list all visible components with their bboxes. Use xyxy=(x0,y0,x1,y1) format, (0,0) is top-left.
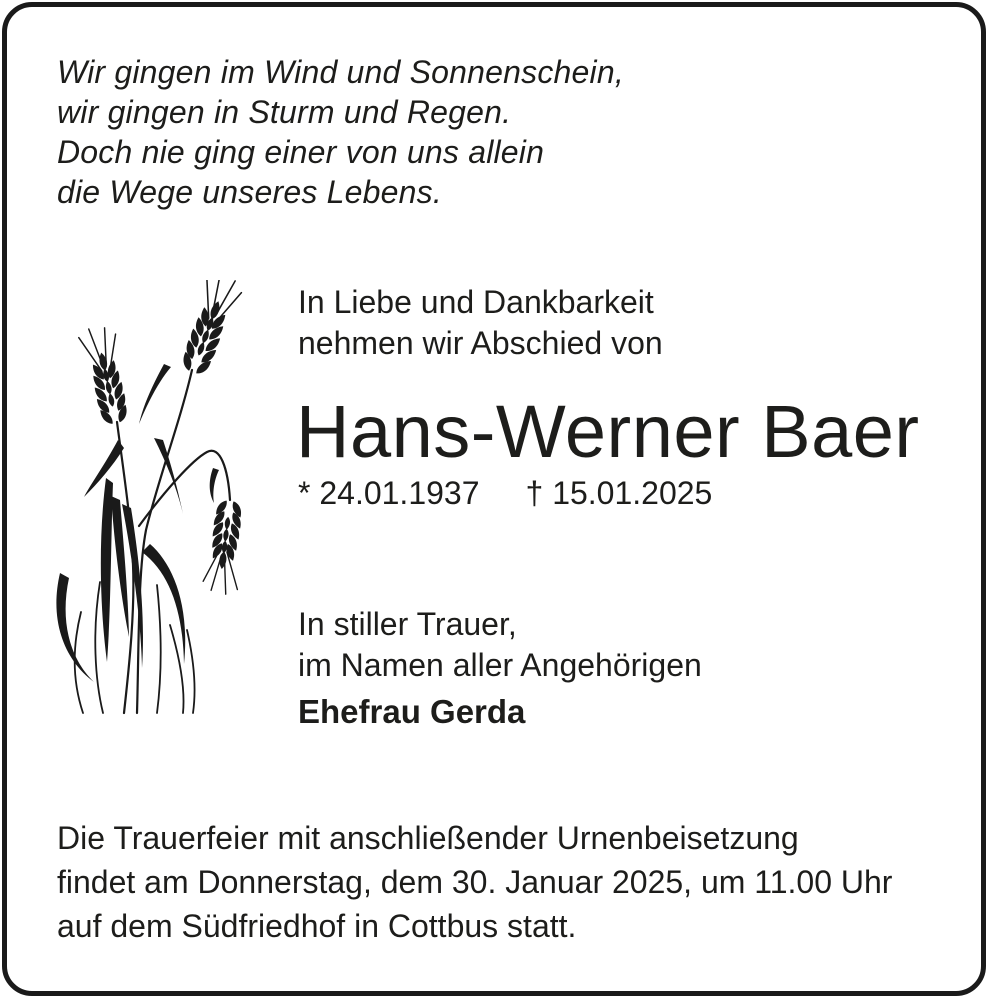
farewell-intro xyxy=(298,282,663,364)
poem-line: wir gingen in Sturm und Regen. xyxy=(57,94,512,130)
mourning-block xyxy=(298,604,702,732)
life-dates xyxy=(298,473,712,514)
wheat-ear-left xyxy=(77,324,134,429)
intro-line: In Liebe und Dankbarkeit xyxy=(298,284,654,320)
death-date: † 15.01.2025 xyxy=(525,475,713,511)
funeral-line: auf dem Südfriedhof in Cottbus statt. xyxy=(57,908,577,944)
wheat-stems xyxy=(75,370,230,713)
wheat-ear-top xyxy=(173,280,245,380)
mourning-family: Ehefrau Gerda xyxy=(298,693,526,730)
deceased-name: Hans-Werner Baer xyxy=(296,390,920,473)
poem-line: die Wege unseres Lebens. xyxy=(57,174,442,210)
poem-line: Doch nie ging einer von uns allein xyxy=(57,134,545,170)
wheat-ear-hanging xyxy=(202,497,248,595)
mourning-line: im Namen aller Angehörigen xyxy=(298,647,702,683)
funeral-details xyxy=(57,816,892,948)
funeral-line: findet am Donnerstag, dem 30. Januar 2025, um 11.00 Uhr xyxy=(57,864,893,900)
wheat-stalks-illustration xyxy=(40,280,280,720)
poem-line: Wir gingen im Wind und Sonnenschein, xyxy=(57,54,624,90)
funeral-line: Die Trauerfeier mit anschließender Urnenbeisetzung xyxy=(57,820,799,856)
mourning-line: In stiller Trauer, xyxy=(298,606,517,642)
birth-date: * 24.01.1937 xyxy=(298,475,480,511)
intro-line: nehmen wir Abschied von xyxy=(298,325,663,361)
memorial-poem xyxy=(57,52,624,212)
